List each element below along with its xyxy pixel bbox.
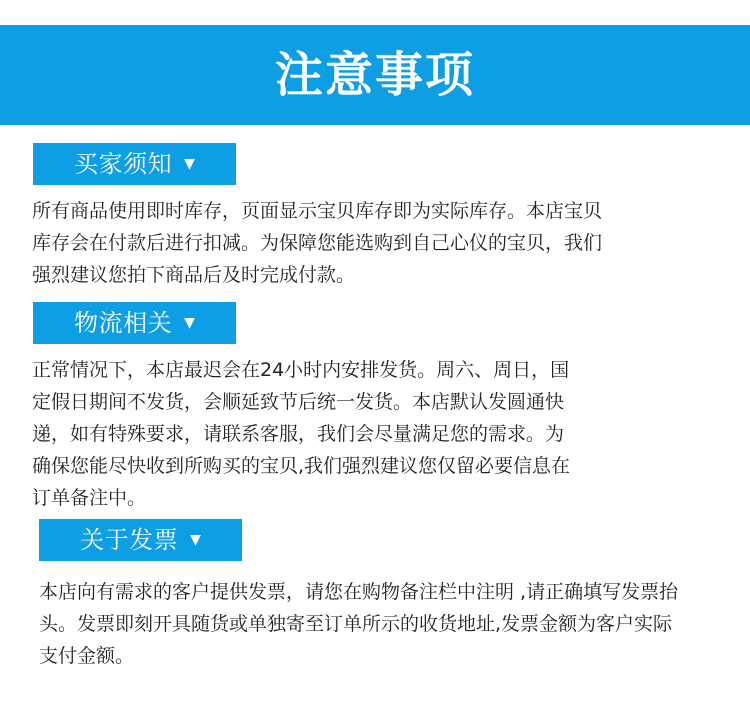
section-tag-logistics — [33, 302, 236, 344]
logistics-text: 正常情况下，本店最迟会在24小时内安排发货。周六、周日，国定假日期间不发货，会顺延致节后统一发货。本店默认发圆通快递，如有特殊要求，请联系客服，我们会尽量满足您的需求。为确保您能尽快收到所购买的宝贝,我们强烈建议您仅留必要信息在订单备注中。 — [32, 359, 571, 509]
triangle-down-icon: ▼ — [184, 156, 195, 172]
page-title: 注意事项 — [274, 47, 475, 103]
section-tag-label: 物流相关 — [74, 309, 173, 337]
section-tag-invoice — [39, 519, 242, 561]
invoice-text: 本店向有需求的客户提供发票，请您在购物备注栏中注明 ,请正确填写发票抬头。发票即刻开具随货或单独寄至订单所示的收货地址,发票金额为客户实际支付金额。 — [39, 581, 679, 667]
buyer-notice-text: 所有商品使用即时库存，页面显示宝贝库存即为实际库存。本店宝贝库存会在付款后进行扣减。为保障您能选购到自己心仪的宝贝，我们强烈建议您拍下商品后及时完成付款。 — [32, 200, 603, 286]
triangle-down-icon: ▼ — [190, 532, 201, 548]
triangle-down-icon: ▼ — [184, 315, 195, 331]
header-banner — [0, 25, 750, 125]
section-tag-label: 买家须知 — [74, 150, 173, 178]
section-tag-buyer-notice — [33, 143, 236, 185]
section-tag-label: 关于发票 — [80, 526, 179, 554]
